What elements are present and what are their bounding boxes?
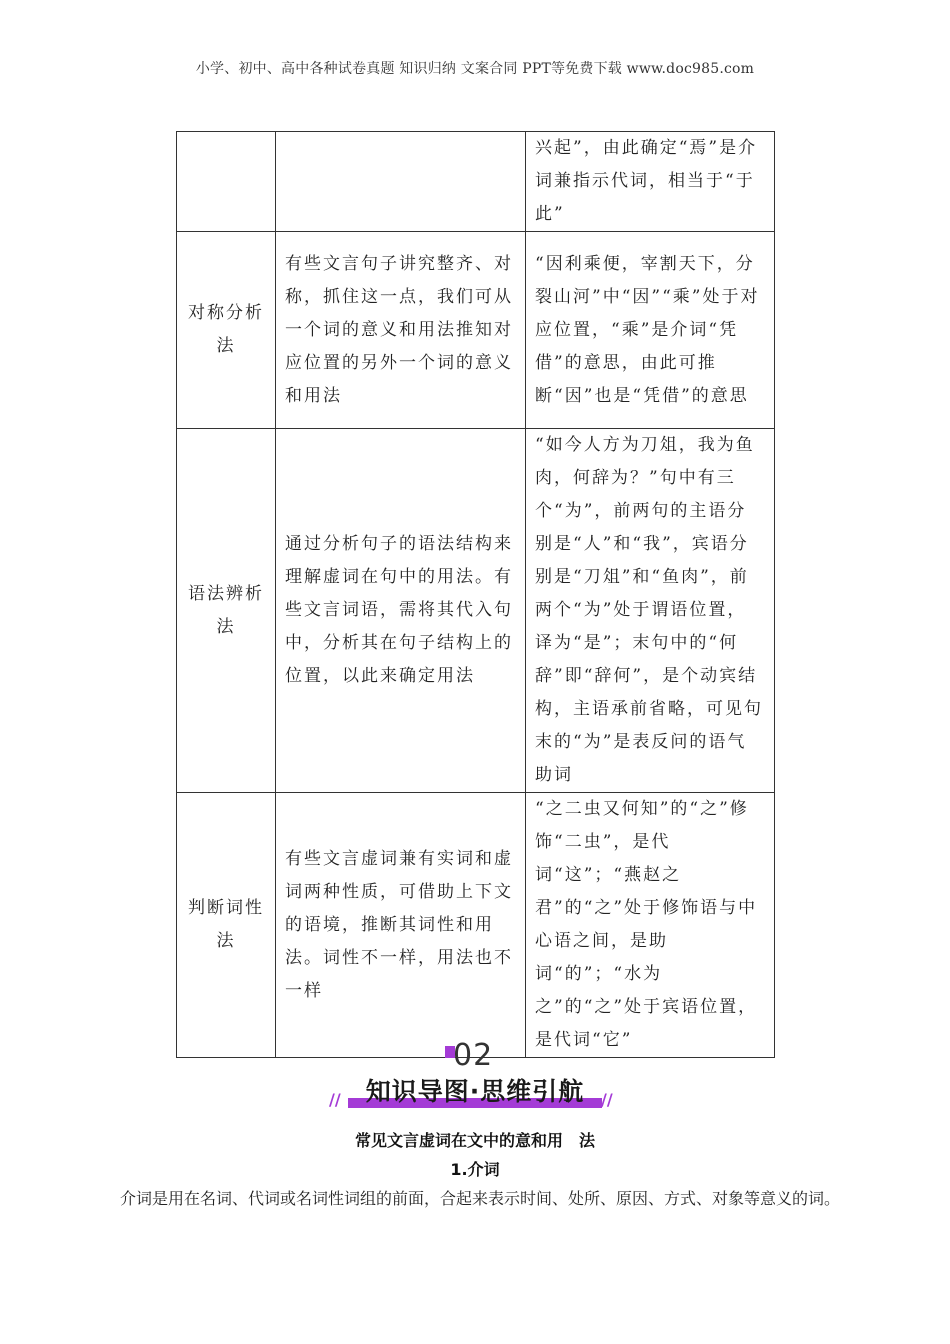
example-cell: “之二虫又何知”的“之”修饰“二虫”，是代词“这”；“燕赵之君”的“之”处于修饰语与中心语之间，是助词“的”；“水为之”的“之”处于宾语位置，是代词“它” <box>526 793 775 1058</box>
table-row <box>177 132 775 232</box>
subtitle: 常见文言虚词在文中的意和用 法 <box>354 1131 595 1150</box>
section-title: 知识导图·思维引航 <box>365 1077 585 1106</box>
method-cell <box>177 132 276 232</box>
example-cell: “如今人方为刀俎，我为鱼肉，何辞为？”句中有三个“为”，前两句的主语分别是“人”和“我”，宾语分别是“刀俎”和“鱼肉”，前两个“为”处于谓语位置，译为“是”；末句中的“何辞”即“辞何”，是个动宾结构，主语承前省略，可见句末的“为”是表反问的语气助词 <box>526 429 775 793</box>
decor-slashes-right: // <box>601 1090 613 1109</box>
description-cell: 通过分析句子的语法结构来理解虚词在句中的用法。有些文言词语，需将其代入句中，分析其在句子结构上的位置，以此来确定用法 <box>276 429 526 793</box>
subheading: 1.介词 <box>450 1160 500 1179</box>
decor-slashes-left: // <box>329 1090 341 1109</box>
description-cell <box>276 132 526 232</box>
section-banner <box>325 1038 625 1114</box>
example-cell: 兴起”，由此确定“焉”是介词兼指示代词，相当于“于此” <box>526 132 775 232</box>
example-cell: “因利乘便，宰割天下，分裂山河”中“因”“乘”处于对应位置，“乘”是介词“凭借”的意思，由此可推断“因”也是“凭借”的意思 <box>526 232 775 429</box>
table-row <box>177 232 775 429</box>
table-row <box>177 793 775 1058</box>
table-row <box>177 429 775 793</box>
method-cell: 判断词性法 <box>177 793 276 1058</box>
method-cell: 语法辨析法 <box>177 429 276 793</box>
description-cell: 有些文言虚词兼有实词和虚词两种性质，可借助上下文的语境，推断其词性和用法。词性不一样，用法也不一样 <box>276 793 526 1058</box>
paragraph: 介词是用在名词、代词或名词性词组的前面，合起来表示时间、处所、原因、方式、对象等意义的词。 <box>120 1189 841 1208</box>
description-cell: 有些文言句子讲究整齐、对称，抓住这一点，我们可从一个词的意义和用法推知对应位置的另外一个词的意义和用法 <box>276 232 526 429</box>
methods-table <box>176 131 775 1058</box>
section-number: 02 <box>453 1038 494 1073</box>
method-cell: 对称分析法 <box>177 232 276 429</box>
page-header: 小学、初中、高中各种试卷真题 知识归纳 文案合同 PPT等免费下载 www.doc985.com <box>195 61 755 77</box>
